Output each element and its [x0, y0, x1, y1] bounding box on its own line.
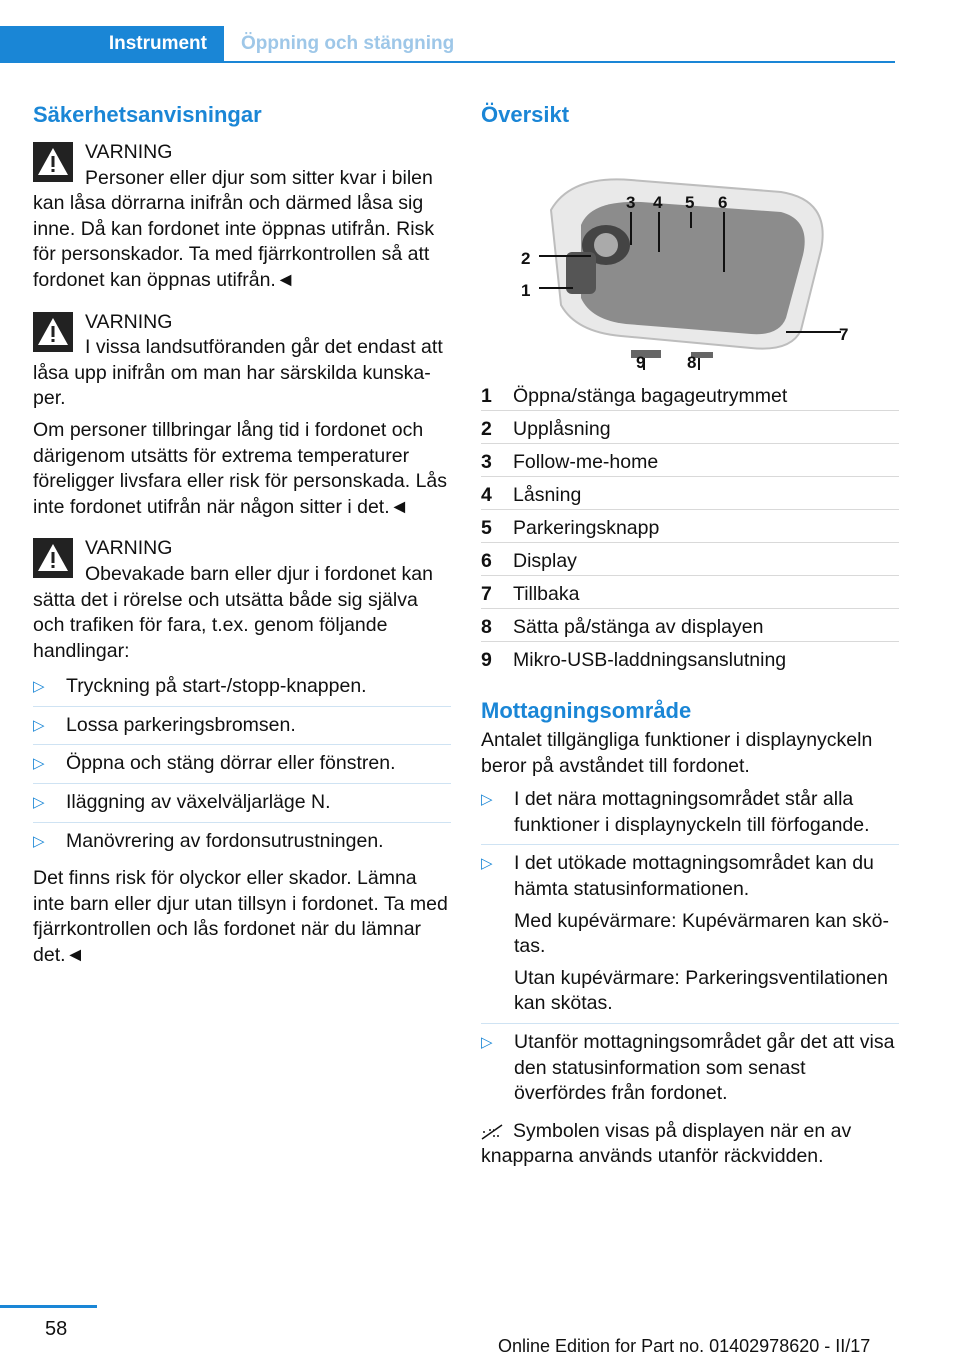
tab-instrument[interactable]: Instrument [0, 26, 224, 61]
list-item: ▷ Öppna och stäng dörrar eller fönstren. [33, 751, 451, 784]
legend-row: 3 Follow-me-home [481, 450, 899, 477]
warning-block-3 [33, 534, 451, 664]
triangle-bullet-icon: ▷ [33, 716, 45, 734]
legend-row: 4 Låsning [481, 483, 899, 510]
warning-text: Personer eller djur som sitter kvar i bilen kan låsa dörrarna inifrån och därmed låsa sig inne. Då kan fordonet inte öppnas utifrån. Risk för personskador. Ta med fjärrkontrollen så att fordonet kan öppnas utifrån.◄ [33, 166, 435, 291]
triangle-bullet-icon: ▷ [481, 855, 493, 873]
list-item: ▷ I det utökade mottagningsområdet kan du hämta statusinformationen. Med kupévärmare: Kupévärmaren kan skö-tas. Utan kupévärmare: Parkeringsventilationen kan skötas. [481, 851, 899, 1024]
warning-block-2 [33, 308, 451, 521]
reception-section [481, 696, 899, 1170]
triangle-bullet-icon: ▷ [33, 832, 45, 850]
page-number: 58 [45, 1318, 68, 1340]
figure-label: 5 [685, 193, 695, 212]
list-item: ▷ Iläggning av växelväljarläge N. [33, 790, 451, 823]
warning-block-1 [33, 138, 451, 294]
warning-extra-text: Om personer tillbringar lång tid i fordonet och därigenom utsätts för extrema temperaturer föreligger livsfara eller risk för personskada. Lås inte fordonet utifrån när någon sitter i det.◄ [33, 418, 448, 518]
legend [481, 384, 899, 674]
list-item: ▷ Tryckning på start-/stopp-knappen. [33, 674, 451, 707]
action-list [33, 674, 451, 860]
triangle-bullet-icon: ▷ [33, 755, 45, 773]
legend-row: 8 Sätta på/stänga av displayen [481, 615, 899, 642]
header-bar [0, 0, 895, 63]
reception-heading: Mottagningsområde [481, 698, 692, 723]
warning-text: I vissa landsutföranden går det endast att låsa upp inifrån om man har särskilda kunska-per. [33, 336, 443, 410]
triangle-bullet-icon: ▷ [481, 1033, 493, 1051]
reception-intro: Antalet tillgängliga funktioner i displaynyckeln beror på avståndet till fordonet. [481, 729, 873, 777]
list-item: ▷ I det nära mottagningsområdet står alla funktioner i displaynyckeln till förfogande. [481, 787, 899, 845]
tab-oppning-och-stangning[interactable]: Öppning och stängning [241, 33, 455, 54]
legend-row: 2 Upplåsning [481, 417, 899, 444]
figure-label: 3 [626, 193, 636, 212]
warning-icon [33, 142, 73, 182]
sub-note: Med kupévärmare: Kupévärmaren kan skö-tas. [514, 909, 890, 958]
safety-heading: Säkerhetsanvisningar [33, 102, 262, 127]
reception-list [481, 787, 899, 1113]
closing-text: Det finns risk för olyckor eller skador. Lämna inte barn eller djur utan tillsyn i fordonet. Ta med fjärrkontrollen och lås fordonet när du lämnar det.◄ [33, 867, 448, 967]
figure-label: 8 [687, 353, 697, 372]
triangle-bullet-icon: ▷ [33, 678, 45, 696]
list-item: ▷ Manövrering av fordonsutrustningen. [33, 829, 451, 861]
legend-row: 9 Mikro-USB-laddningsanslutning [481, 649, 787, 671]
display-key-figure [481, 140, 899, 370]
warning-title: VARNING [85, 141, 173, 163]
figure-label: 2 [521, 249, 531, 268]
figure-label: 1 [521, 281, 531, 300]
triangle-bullet-icon: ▷ [33, 794, 45, 812]
warning-text: Obevakade barn eller djur i fordonet kan sätta det i rörelse och utsätta både sig själva och trafiken för fara, t.ex. genom följande handlingar: [33, 562, 433, 662]
figure-label: 6 [718, 193, 728, 212]
figure-label: 4 [653, 193, 663, 212]
figure-label: 7 [839, 325, 849, 344]
list-item: ▷ Utanför mottagningsområdet går det att visa den statusinformation som senast överfördes från fordonet. [481, 1030, 895, 1105]
overview-heading: Översikt [481, 102, 570, 127]
warning-icon [33, 312, 73, 352]
sub-note: Utan kupévärmare: Parkeringsventilationen kan skötas. [514, 966, 888, 1015]
legend-row: 6 Display [481, 549, 899, 576]
triangle-bullet-icon: ▷ [481, 791, 493, 809]
no-signal-icon [481, 1124, 503, 1140]
legend-row: 5 Parkeringsknapp [481, 516, 899, 543]
footer-line [0, 1305, 97, 1308]
list-item: ▷ Lossa parkeringsbromsen. [33, 713, 451, 746]
right-column [481, 100, 899, 1170]
warning-icon [33, 538, 73, 578]
legend-row: 1 Öppna/stänga bagageutrymmet [481, 384, 899, 411]
figure-label: 9 [636, 353, 646, 372]
left-column [33, 100, 451, 969]
warning-title: VARNING [85, 310, 173, 333]
symbol-note: Symbolen visas på displayen när en av knapparna används utanför räckvidden. [481, 1119, 852, 1168]
display-key-illustration [481, 140, 899, 370]
edition-text: Online Edition for Part no. 01402978620 - II/17 [498, 1336, 871, 1356]
warning-title: VARNING [85, 537, 173, 560]
legend-row: 7 Tillbaka [481, 582, 899, 609]
